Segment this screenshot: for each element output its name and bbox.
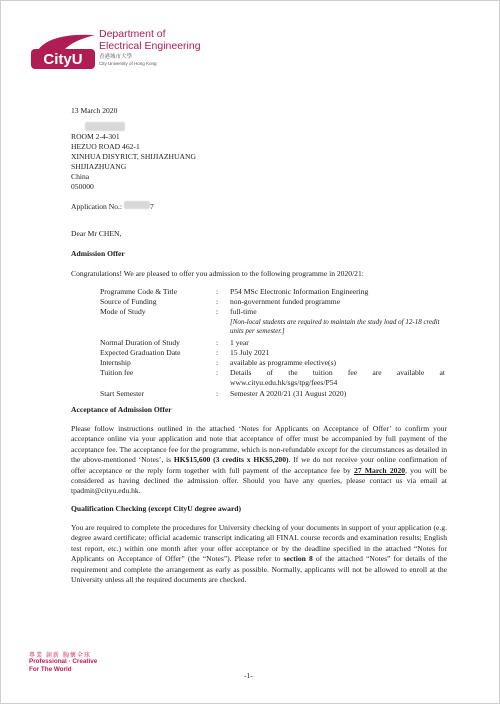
row-value: 1 year (230, 337, 249, 347)
acceptance-text-3: , you will be considered as having declined the admission offer. Should you have any queries, please contact us via email at tpadmit@cityu.edu.hk. (71, 465, 447, 496)
redacted-app-no (124, 201, 150, 209)
app-no-label: Application No.: (71, 202, 123, 211)
salutation: Dear Mr CHEN, (71, 229, 122, 238)
programme-row (100, 297, 445, 307)
dept-university: City University of Hong Kong (99, 61, 157, 66)
row-label: Programme Code & Title (100, 287, 177, 296)
fee-line-1 (230, 368, 445, 378)
programme-row (100, 358, 445, 368)
footer-slogan-english (29, 658, 97, 673)
qualification-section: section 8 (283, 554, 313, 564)
fee-word: the (288, 368, 298, 378)
logo-text: CityU (43, 51, 83, 68)
acceptance-text-2: . If we do not receive your online confirmation of offer acceptance or the reply form together with full payment of the acceptance fee by (71, 455, 447, 475)
row-colon: : (216, 337, 219, 347)
dept-line-1: Department of (99, 28, 166, 40)
row-value: non-government funded programme (230, 297, 341, 307)
address-line-6: 050000 (71, 182, 94, 191)
footer-slogan-chinese: 專業 創新 胸懷全球 (29, 652, 91, 659)
row-value (230, 368, 445, 388)
admission-offer-heading: Admission Offer (71, 249, 125, 258)
row-value: Semester A 2020/21 (31 August 2020) (230, 388, 347, 398)
acceptance-paragraph (71, 424, 447, 497)
programme-row (100, 307, 445, 335)
fee-word: available (396, 368, 425, 378)
page-number: -1- (244, 671, 253, 680)
acceptance-fee: HK$15,600 (3 credits x HK$5,200) (173, 455, 289, 465)
qualification-heading: Qualification Checking (except CityU degree award) (71, 504, 242, 513)
acceptance-deadline: 27 March 2020 (354, 465, 406, 475)
dept-chinese: 香港城市大學 (99, 54, 133, 60)
redacted-name (85, 122, 125, 131)
row-colon: : (216, 368, 219, 378)
address-line-5: China (71, 172, 90, 181)
row-label: Tuition fee (100, 368, 134, 378)
row-colon: : (216, 388, 219, 398)
acceptance-text-1: Please follow instructions outlined in the attached ‘Notes for Applicants on Acceptance of Offer’ to confirm your acceptance online via your application and note that acceptance of offer must be accompanied by full payment of the acceptance fee. The acceptance fee for the programme, which is non-refundable except for the circumstances as detailed in the above-mentioned ‘Notes’, is (71, 424, 447, 465)
fee-url[interactable]: www.cityu.edu.hk/sgs/tpg/fees/P54 (230, 378, 338, 388)
application-number (71, 201, 154, 212)
row-colon: : (216, 358, 219, 368)
cityu-logo-icon (29, 31, 99, 71)
programme-row (100, 287, 445, 297)
row-value (230, 307, 445, 335)
address-line-4: SHIJIAZHUANG (71, 162, 127, 171)
row-label: Mode of Study (100, 307, 146, 317)
mode-note: [Non-local students are required to maintain the study load of 12-18 credit units per semester.] (230, 317, 440, 335)
qualification-text-1: You are required to complete the procedures for University checking of your documents in support of your application (e.g. degree award certificate; official academic transcript indicating all FINAL course records and examination results; English test report, etc.) within one month after your offer acceptance or by the deadline specified in the attached “Notes for Applicants on Acceptance of Offer” (the “Notes”). Please refer to (71, 523, 447, 564)
footer-slogan-line-1: Professional · Creative (29, 658, 98, 665)
fee-word: of (266, 368, 274, 378)
qualification-text-2: of the attached “Notes” for details of the requirement and complete the arrangement as early as possible. Normally, applicants will not be allowed to enroll at the University unless all the required documents are checked. (71, 554, 447, 585)
fee-word: fee (347, 368, 358, 378)
row-value: P54 MSc Electronic Information Engineering (230, 287, 369, 296)
row-colon: : (216, 297, 219, 307)
address-line-2: HEZUO ROAD 462-1 (71, 142, 140, 151)
acceptance-heading: Acceptance of Admission Offer (71, 405, 172, 414)
row-colon: : (216, 307, 219, 317)
programme-row (100, 348, 445, 358)
department-name (99, 28, 201, 67)
fee-word: are (372, 368, 382, 378)
letter-date: 13 March 2020 (71, 106, 118, 115)
intro-text: Congratulations! We are pleased to offer you admission to the following programme in 2020/21: (71, 269, 364, 278)
row-value: 15 July 2021 (230, 347, 270, 357)
dept-line-2: Electrical Engineering (99, 40, 201, 52)
row-label: Internship (100, 358, 131, 368)
fee-word: tuition (312, 368, 333, 378)
programme-details (100, 287, 445, 399)
row-label: Expected Graduation Date (100, 347, 181, 357)
programme-row (100, 368, 445, 388)
row-label: Start Semester (100, 388, 145, 398)
app-no-suffix: 7 (149, 202, 154, 211)
qualification-paragraph (71, 523, 447, 585)
address-line-1: ROOM 2-4-301 (71, 132, 120, 141)
programme-row (100, 389, 445, 399)
row-colon: : (216, 287, 219, 296)
fee-word: at (439, 368, 445, 378)
programme-row (100, 338, 445, 348)
mode-value: full-time (230, 307, 257, 317)
row-label: Normal Duration of Study (100, 337, 180, 347)
footer-slogan-line-2: For The World (29, 665, 72, 673)
row-colon: : (216, 347, 219, 357)
fee-word: Details (230, 368, 252, 378)
row-label: Source of Funding (100, 297, 157, 307)
address-line-3: XINHUA DISYRICT, SHIJIAZHUANG (71, 152, 196, 161)
row-value: available as programme elective(s) (230, 358, 337, 368)
